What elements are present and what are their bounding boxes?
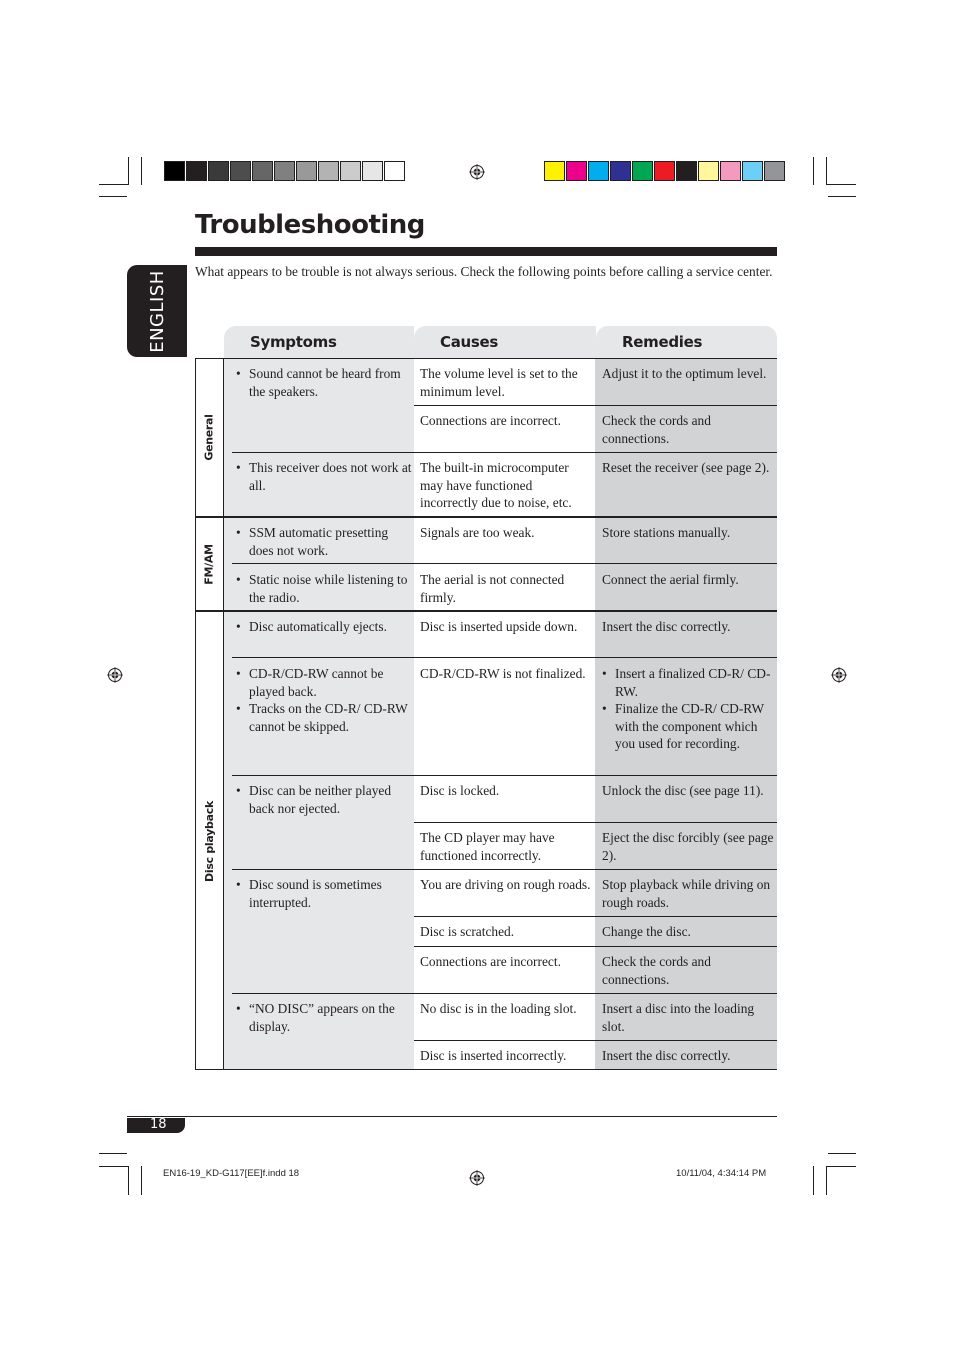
color-swatch	[544, 161, 565, 181]
category-fmam: FM/AM	[203, 543, 217, 585]
process-color-bar	[544, 161, 786, 183]
row-rule	[414, 916, 777, 917]
section-rule	[195, 516, 777, 518]
color-swatch	[676, 161, 697, 181]
category-general: General	[203, 414, 216, 461]
registration-target-icon	[469, 1170, 485, 1186]
slug-timestamp: 10/11/04, 4:34:14 PM	[676, 1168, 767, 1179]
section-rule	[195, 610, 777, 612]
header-remedies: Remedies	[596, 326, 777, 358]
row-rule	[232, 563, 777, 564]
table-row-symptom: • SSM automatic presetting does not work.	[236, 525, 389, 558]
table-row-symptom: • Sound cannot be heard from the speakers.	[236, 366, 401, 399]
crop-mark	[141, 157, 142, 185]
table-row-cause: You are driving on rough roads.	[420, 877, 591, 892]
table-row-remedy: Insert the disc correctly.	[602, 619, 731, 634]
table-row-cause: Signals are too weak.	[420, 525, 535, 540]
crop-mark	[99, 1166, 129, 1167]
table-row-cause: The volume level is set to the minimum level.	[420, 366, 578, 399]
color-swatch	[632, 161, 653, 181]
gray-color-bar	[164, 161, 406, 183]
language-tab-label: ENGLISH	[146, 269, 168, 353]
table-row-cause: The built-in microcomputer may have functioned incorrectly due to noise, etc.	[420, 460, 572, 511]
table-row-remedy: Connect the aerial firmly.	[602, 572, 739, 587]
color-swatch	[186, 161, 207, 181]
table-row-remedy: • Insert a finalized CD-R/ CD-RW. • Finalize the CD-R/ CD-RW with the component which you used for recording.	[602, 666, 771, 752]
header-symptoms: Symptoms	[224, 326, 414, 358]
crop-mark	[826, 157, 827, 185]
table-row-cause: The CD player may have functioned incorrectly.	[420, 830, 555, 863]
table-row-symptom: • CD-R/CD-RW cannot be played back. • Tracks on the CD-R/ CD-RW cannot be skipped.	[236, 666, 408, 734]
crop-mark	[828, 196, 856, 197]
table-row-cause: Connections are incorrect.	[420, 413, 561, 428]
page-title: Troubleshooting	[195, 210, 425, 240]
table-row-cause: Disc is inserted incorrectly.	[420, 1048, 567, 1063]
table-row-symptom: • “NO DISC” appears on the display.	[236, 1001, 395, 1034]
registration-target-icon	[831, 667, 847, 683]
color-swatch	[610, 161, 631, 181]
intro-text: What appears to be trouble is not always serious. Check the following points before calling a service center.	[195, 264, 773, 279]
color-swatch	[208, 161, 229, 181]
table-row-symptom: • This receiver does not work at all.	[236, 460, 412, 493]
crop-mark	[813, 157, 814, 185]
color-swatch	[274, 161, 295, 181]
table-row-cause: The aerial is not connected firmly.	[420, 572, 565, 605]
color-swatch	[318, 161, 339, 181]
table-row-cause: Disc is locked.	[420, 783, 500, 798]
table-row-remedy: Insert a disc into the loading slot.	[602, 1001, 755, 1034]
color-swatch	[764, 161, 785, 181]
color-swatch	[230, 161, 251, 181]
registration-target-icon	[107, 667, 123, 683]
row-rule	[232, 993, 777, 994]
color-swatch	[340, 161, 361, 181]
table-row-cause: Disc is scratched.	[420, 924, 515, 939]
slug-filename: EN16-19_KD-G117[EE]f.indd 18	[163, 1168, 300, 1179]
table-row-remedy: Adjust it to the optimum level.	[602, 366, 767, 381]
table-row-remedy: Unlock the disc (see page 11).	[602, 783, 764, 798]
category-divider	[223, 358, 224, 1070]
table-row-remedy: Eject the disc forcibly (see page 2).	[602, 830, 774, 863]
color-swatch	[296, 161, 317, 181]
table-row-cause: CD-R/CD-RW is not finalized.	[420, 666, 586, 681]
page-number: 18	[150, 1117, 167, 1132]
crop-mark	[826, 1166, 856, 1167]
color-swatch	[698, 161, 719, 181]
crop-mark	[99, 196, 127, 197]
registration-target-icon	[469, 164, 485, 180]
color-swatch	[588, 161, 609, 181]
color-swatch	[566, 161, 587, 181]
row-rule	[232, 869, 777, 870]
color-swatch	[362, 161, 383, 181]
row-rule	[414, 946, 777, 947]
color-swatch	[742, 161, 763, 181]
title-rule	[195, 247, 777, 256]
table-row-symptom: • Static noise while listening to the radio.	[236, 572, 408, 605]
table-row-symptom: • Disc can be neither played back nor ejected.	[236, 783, 392, 816]
table-row-remedy: Stop playback while driving on rough roads.	[602, 877, 771, 910]
table-row-remedy: Check the cords and connections.	[602, 413, 711, 446]
row-rule	[414, 405, 777, 406]
table-row-cause: Connections are incorrect.	[420, 954, 561, 969]
crop-mark	[828, 1153, 856, 1154]
row-rule	[232, 657, 777, 658]
crop-mark	[141, 1166, 142, 1195]
footer-rule	[127, 1116, 777, 1117]
table-row-symptom: • Disc automatically ejects.	[236, 619, 387, 634]
table-row-remedy: Change the disc.	[602, 924, 691, 939]
row-rule	[232, 775, 777, 776]
row-rule	[232, 452, 777, 453]
table-row-remedy: Insert the disc correctly.	[602, 1048, 731, 1063]
row-rule	[414, 1040, 777, 1041]
color-swatch	[384, 161, 405, 181]
category-disc-playback: Disc playback	[203, 800, 216, 882]
header-causes: Causes	[414, 326, 596, 358]
row-rule	[414, 822, 777, 823]
crop-mark	[826, 184, 856, 185]
table-row-remedy: Reset the receiver (see page 2).	[602, 460, 770, 475]
crop-mark	[99, 184, 129, 185]
crop-mark	[99, 1153, 127, 1154]
crop-mark	[128, 1166, 129, 1195]
color-swatch	[164, 161, 185, 181]
crop-mark	[128, 157, 129, 185]
color-swatch	[720, 161, 741, 181]
color-swatch	[252, 161, 273, 181]
table-row-cause: No disc is in the loading slot.	[420, 1001, 577, 1016]
color-swatch	[654, 161, 675, 181]
table-row-remedy: Check the cords and connections.	[602, 954, 711, 987]
crop-mark	[813, 1166, 814, 1195]
table-row-remedy: Store stations manually.	[602, 525, 731, 540]
table-row-cause: Disc is inserted upside down.	[420, 619, 578, 634]
crop-mark	[826, 1166, 827, 1195]
table-row-symptom: • Disc sound is sometimes interrupted.	[236, 877, 382, 910]
